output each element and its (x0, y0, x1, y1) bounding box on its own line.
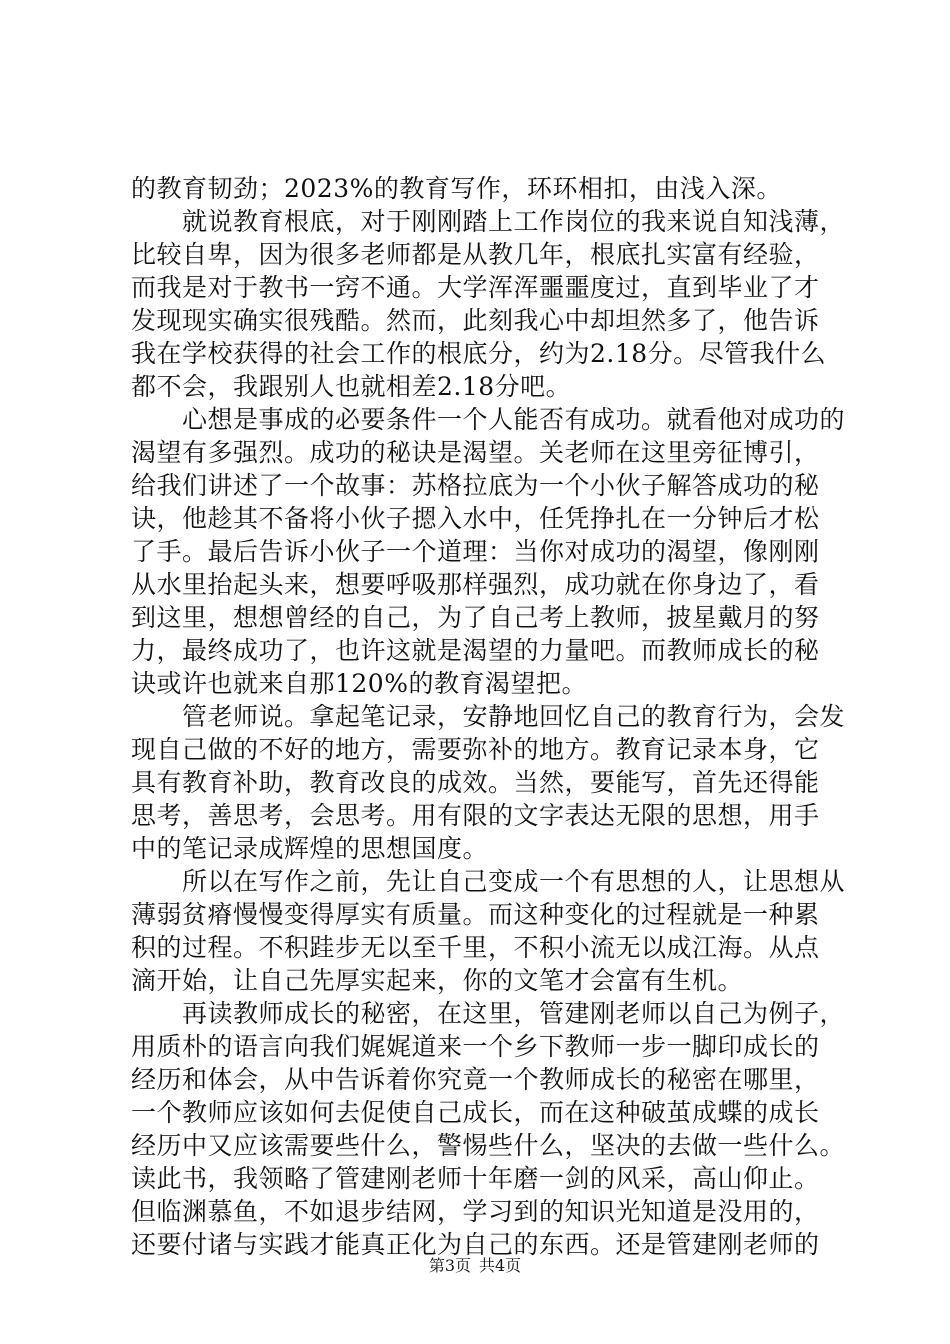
text-line-26: 再读教师成长的秘密，在这里，管建刚老师以自己为例子， (131, 999, 846, 1028)
text-line-15: 力，最终成功了，也许这就是渴望的力量吧。而教师成长的秘 (131, 636, 820, 665)
text-line-23: 薄弱贫瘠慢慢变得厚实有质量。而这种变化的过程就是一种累 (131, 900, 820, 929)
text-line-30: 经历中又应该需要些什么，警惕些什么，坚决的去做一些什么。 (131, 1131, 846, 1160)
text-line-27: 用质朴的语言向我们娓娓道来一个乡下教师一步一脚印成长的 (131, 1032, 820, 1061)
text-line-3: 比较自卑，因为很多老师都是从教几年，根底扎实富有经验， (131, 240, 820, 269)
text-line-17: 管老师说。拿起笔记录，安静地回忆自己的教育行为，会发 (131, 702, 846, 731)
text-line-13: 从水里抬起头来，想要呼吸那样强烈，成功就在你身边了，看 (131, 570, 820, 599)
text-line-1: 的教育韧劲；2023%的教育写作，环环相扣，由浅入深。 (131, 174, 782, 203)
text-line-22: 所以在写作之前，先让自己变成一个有思想的人，让思想从 (131, 867, 846, 896)
text-line-5: 发现现实确实很残酷。然而，此刻我心中却坦然多了，他告诉 (131, 306, 820, 335)
text-line-29: 一个教师应该如何去促使自己成长，而在这种破茧成蝶的成长 (131, 1098, 820, 1127)
text-line-9: 渴望有多强烈。成功的秘诀是渴望。关老师在这里旁征博引， (131, 438, 820, 467)
text-line-10: 给我们讲述了一个故事：苏格拉底为一个小伙子解答成功的秘 (131, 471, 820, 500)
text-line-16: 诀或许也就来自那120%的教育渴望把。 (131, 669, 587, 698)
text-line-31: 读此书，我领略了管建刚老师十年磨一剑的风采，高山仰止。 (131, 1164, 820, 1193)
text-line-18: 现自己做的不好的地方，需要弥补的地方。教育记录本身，它 (131, 735, 820, 764)
text-line-12: 了手。最后告诉小伙子一个道理：当你对成功的渴望，像刚刚 (131, 537, 820, 566)
text-line-21: 中的笔记录成辉煌的思想国度。 (131, 834, 489, 863)
text-line-32: 但临渊慕鱼，不如退步结网，学习到的知识光知道是没用的， (131, 1197, 820, 1226)
text-line-28: 经历和体会，从中告诉着你究竟一个教师成长的秘密在哪里， (131, 1065, 820, 1094)
text-line-19: 具有教育补助，教育改良的成效。当然，要能写，首先还得能 (131, 768, 820, 797)
text-line-20: 思考，善思考，会思考。用有限的文字表达无限的思想，用手 (131, 801, 820, 830)
page-number: 第3页 (428, 1256, 471, 1275)
text-line-7: 都不会，我跟别人也就相差2.18分吧。 (131, 372, 572, 401)
text-line-25: 滴开始，让自己先厚实起来，你的文笔才会富有生机。 (131, 966, 744, 995)
page-footer (0, 1256, 950, 1276)
text-line-8: 心想是事成的必要条件一个人能否有成功。就看他对成功的 (131, 405, 846, 434)
text-line-2: 就说教育根底，对于刚刚踏上工作岗位的我来说自知浅薄， (131, 207, 846, 236)
text-line-4: 而我是对于教书一窍不通。大学浑浑噩噩度过，直到毕业了才 (131, 273, 820, 302)
text-line-33: 还要付诸与实践才能真正化为自己的东西。还是管建刚老师的 (131, 1230, 820, 1259)
document-body (131, 172, 846, 1261)
text-line-6: 我在学校获得的社会工作的根底分，约为2.18分。尽管我什么 (131, 339, 827, 368)
text-line-24: 积的过程。不积跬步无以至千里，不积小流无以成江海。从点 (131, 933, 820, 962)
text-line-11: 诀，他趁其不备将小伙子摁入水中，任凭挣扎在一分钟后才松 (131, 504, 820, 533)
page-total: 共4页 (479, 1256, 522, 1275)
text-line-14: 到这里，想想曾经的自己，为了自己考上教师，披星戴月的努 (131, 603, 820, 632)
